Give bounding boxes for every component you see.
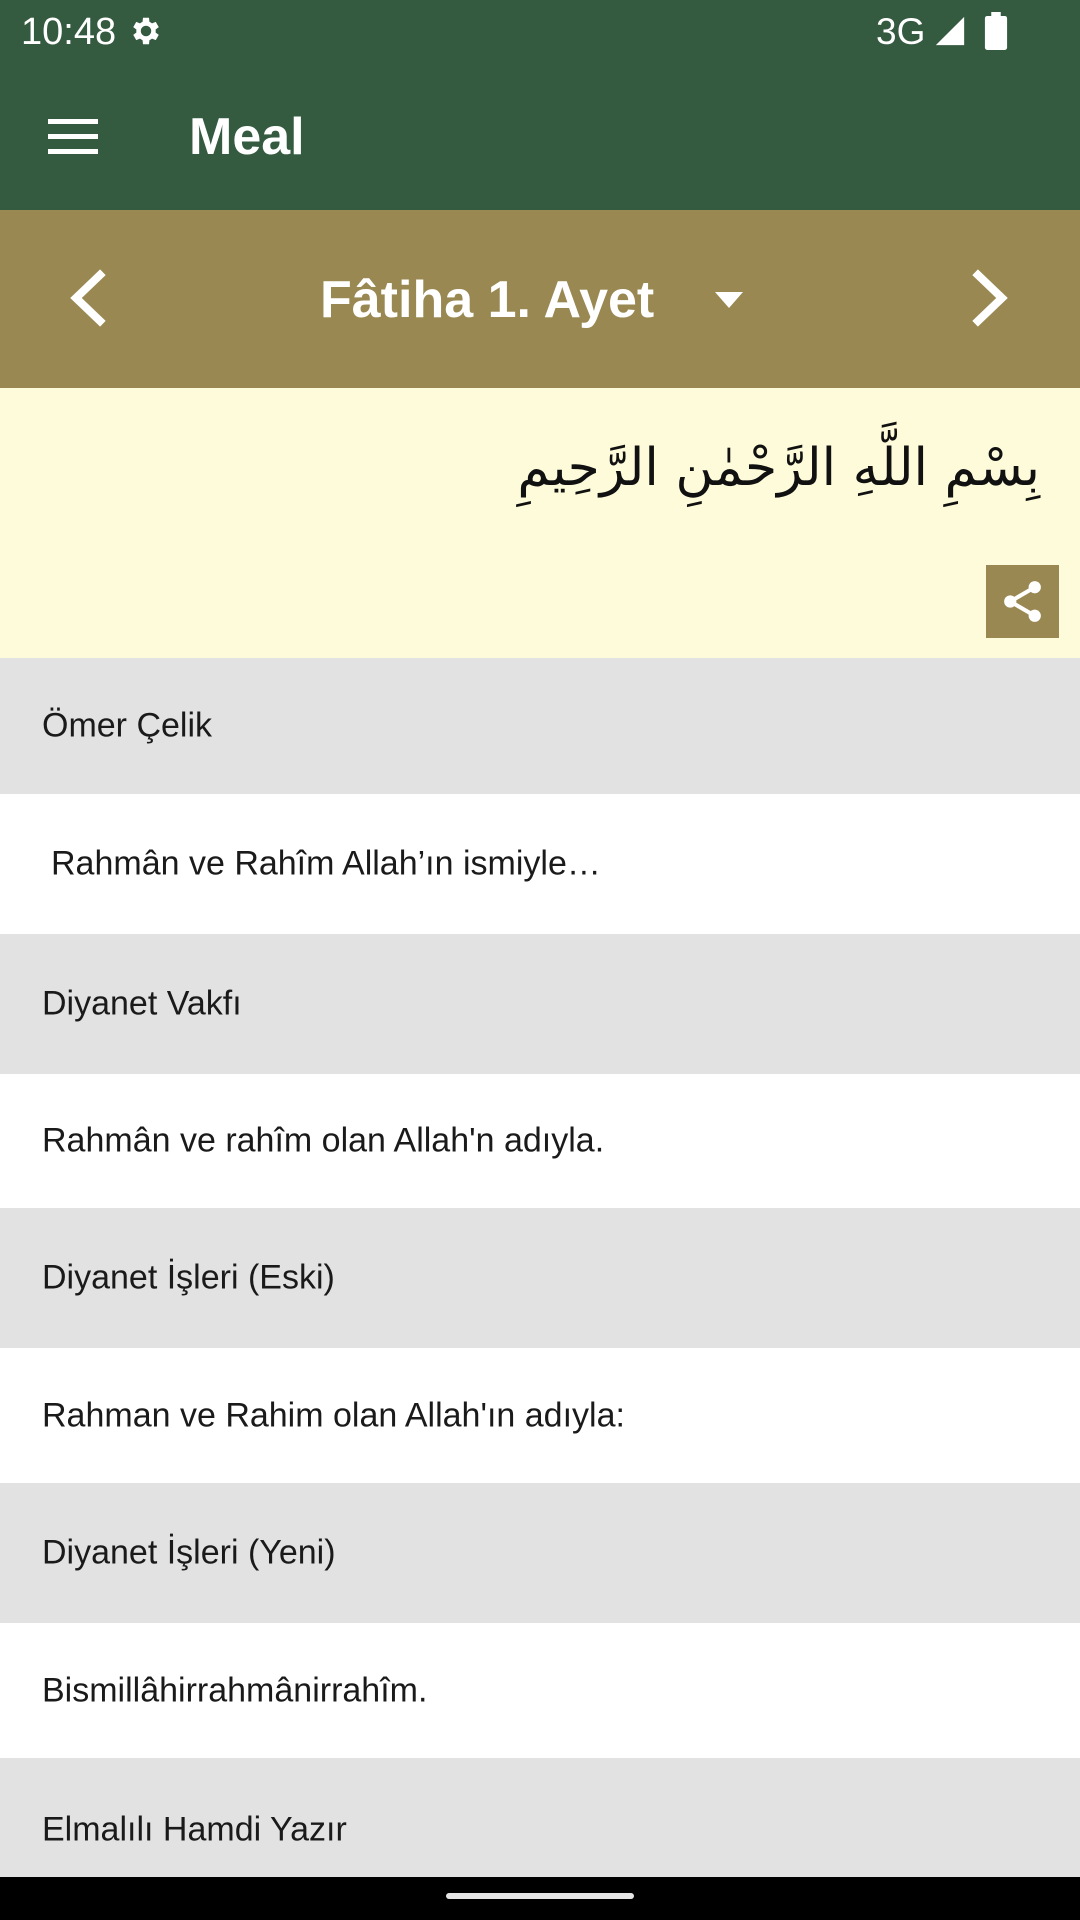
arabic-verse-panel (0, 388, 1080, 658)
status-bar (0, 0, 1080, 63)
translation-text-row (0, 1348, 1080, 1483)
translation-author: Diyanet İşleri (Yeni) (42, 1533, 336, 1572)
status-time: 10:48 (21, 11, 117, 53)
verse-nav-bar (0, 210, 1080, 388)
menu-icon[interactable] (48, 117, 98, 155)
caret-down-icon[interactable] (713, 290, 745, 310)
translation-text: Rahmân ve rahîm olan Allah'n adıyla. (42, 1121, 605, 1160)
translation-text-row (0, 794, 1080, 934)
translation-text-row (0, 1074, 1080, 1208)
signal-icon (933, 14, 967, 48)
battery-icon (984, 12, 1008, 50)
gear-icon (128, 13, 164, 49)
system-nav-bar (0, 1877, 1080, 1920)
translation-text-row (0, 1623, 1080, 1758)
translation-list[interactable] (0, 658, 1080, 1901)
app-bar (0, 63, 1080, 210)
network-type: 3G (876, 11, 926, 52)
home-gesture-handle[interactable] (446, 1893, 634, 1899)
chevron-right-icon[interactable] (966, 267, 1016, 329)
translation-author: Ömer Çelik (42, 706, 213, 745)
translation-text: Bismillâhirrahmânirrahîm. (42, 1671, 428, 1709)
translation-author-row (0, 1483, 1080, 1623)
translation-author-row (0, 658, 1080, 794)
translation-author-row (0, 1208, 1080, 1348)
share-icon (998, 577, 1047, 626)
arabic-verse-text: بِسْمِ اللَّهِ الرَّحْمٰنِ الرَّحِيمِ (517, 438, 1040, 498)
page-title: Meal (189, 108, 305, 166)
translation-author-row (0, 934, 1080, 1074)
translation-text: Rahmân ve Rahîm Allah’ın ismiyle… (51, 844, 601, 883)
translation-author: Diyanet İşleri (Eski) (42, 1258, 335, 1297)
translation-author: Diyanet Vakfı (42, 984, 242, 1023)
share-button[interactable] (986, 565, 1059, 638)
verse-selector-title[interactable]: Fâtiha 1. Ayet (320, 271, 655, 329)
chevron-left-icon[interactable] (62, 267, 112, 329)
translation-author: Elmalılı Hamdi Yazır (42, 1810, 347, 1848)
translation-text: Rahman ve Rahim olan Allah'ın adıyla: (42, 1396, 625, 1434)
